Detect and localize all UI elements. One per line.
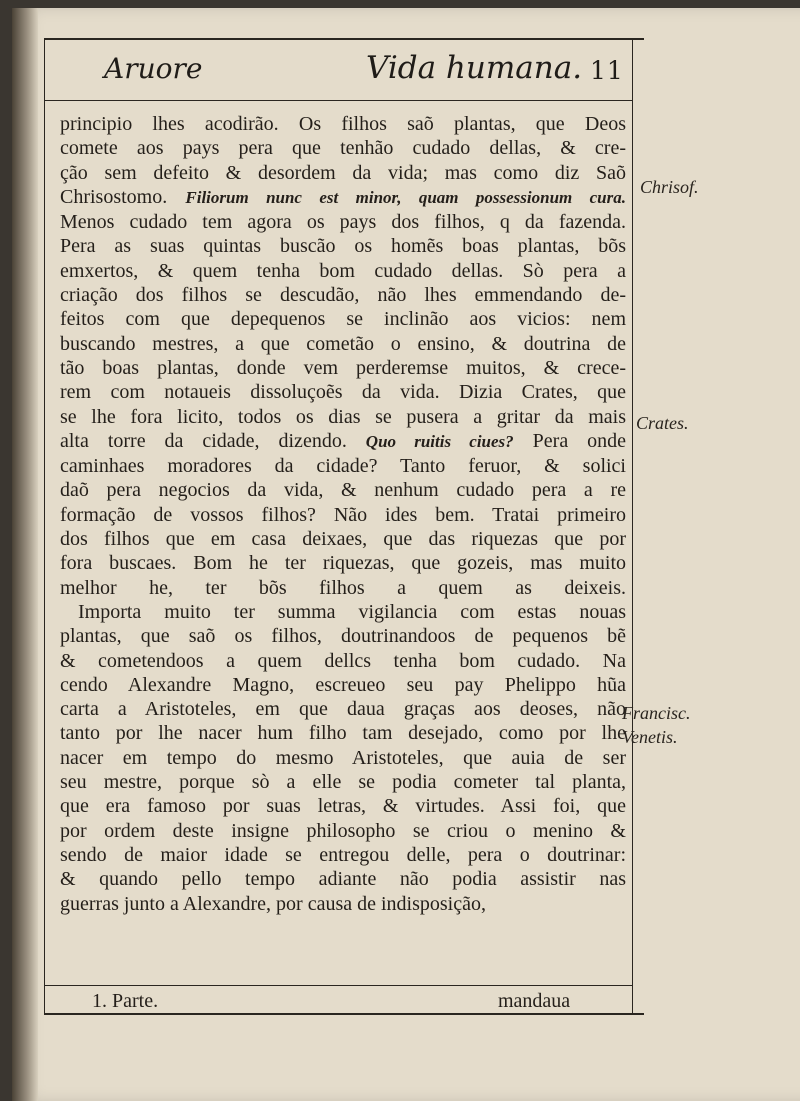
text-line bbox=[60, 892, 626, 916]
text-line bbox=[60, 673, 626, 697]
text-line bbox=[60, 721, 626, 745]
text-line-main: que era famoso por suas letras, & virtudes. Assi foi, que bbox=[60, 795, 626, 818]
text-line bbox=[60, 429, 626, 454]
text-line bbox=[60, 136, 626, 160]
signature-mark: 1. Parte. bbox=[92, 990, 159, 1012]
text-line bbox=[60, 770, 626, 794]
text-line bbox=[60, 819, 626, 843]
text-line-main: fora buscaes. Bom he ter riquezas, que gozeis, mas muito bbox=[60, 552, 626, 575]
text-line-main: guerras junto a Alexandre, por causa de indisposição, bbox=[60, 892, 486, 915]
footer-rule bbox=[44, 985, 632, 986]
text-line bbox=[60, 551, 626, 575]
text-line bbox=[60, 600, 626, 624]
text-line-main: buscando mestres, a que cometão o ensino, & doutrina de bbox=[60, 332, 626, 355]
text-line bbox=[60, 283, 626, 307]
margin-note-francisc: Francisc. bbox=[622, 703, 691, 723]
text-line bbox=[60, 185, 626, 210]
text-line-main: caminhaes moradores da cidade? Tanto feruor, & solici bbox=[60, 455, 626, 478]
running-head-title: Vida humana. bbox=[366, 50, 583, 86]
margin-note-chrisostomo: Chrisof. bbox=[640, 177, 699, 197]
text-line-main: sendo de maior idade se entregou delle, pera o doutrinar: bbox=[60, 843, 626, 866]
text-line-main: carta a Aristoteles, em que daua graças aos deoses, não bbox=[60, 698, 626, 721]
text-line bbox=[60, 867, 626, 891]
text-line bbox=[60, 234, 626, 258]
text-line bbox=[60, 576, 626, 600]
text-line-main: formação de vossos filhos? Não ides bem. Tratai primeiro bbox=[60, 503, 626, 526]
text-line bbox=[60, 843, 626, 867]
text-line-main: feitos com que depequenos se inclinão aos vicios: nem bbox=[60, 308, 626, 331]
text-line-main: seu mestre, porque sò a elle se podia cometer tal planta, bbox=[60, 771, 626, 794]
text-line-main: rem com notaueis dissoluçoẽs da vida. Dizia Crates, que bbox=[60, 381, 626, 404]
page-number: 11 bbox=[590, 56, 624, 85]
text-line bbox=[60, 697, 626, 721]
text-line-main: Chrisostomo. bbox=[60, 185, 168, 208]
text-line-main: Pera as suas quintas buscão os homẽs boas plantas, bõs bbox=[60, 235, 626, 258]
header-rule bbox=[44, 100, 632, 101]
text-line-main: Importa muito ter summa vigilancia com estas nouas bbox=[78, 600, 626, 623]
margin-note-crates: Crates. bbox=[636, 413, 689, 433]
text-line-main: comete aos pays pera que tenhão cudado dellas, & cre- bbox=[60, 137, 626, 160]
text-line bbox=[60, 746, 626, 770]
text-line bbox=[60, 380, 626, 404]
text-line bbox=[60, 624, 626, 648]
text-line bbox=[60, 503, 626, 527]
text-line-main: Menos cudado tem agora os pays dos filhos, q da fazenda. bbox=[60, 211, 626, 234]
text-line-main: & quando pello tempo adiante não podia assistir nas bbox=[60, 868, 626, 891]
text-line bbox=[60, 794, 626, 818]
text-line bbox=[60, 332, 626, 356]
text-line-main: nacer em tempo do mesmo Aristoteles, que auia de ser bbox=[60, 746, 626, 769]
text-line-main: plantas, que saõ os filhos, doutrinandoos de pequenos bẽ bbox=[60, 625, 626, 648]
latin-quote: Quo ruitis ciues? bbox=[365, 431, 514, 451]
text-line-main: daõ pera negocios da vida, & nenhum cudado pera a re bbox=[60, 479, 626, 502]
text-line-main: alta torre da cidade, dizendo. bbox=[60, 429, 347, 452]
text-line bbox=[60, 527, 626, 551]
text-line-main: melhor he, ter bõs filhos a quem as deixeis. bbox=[60, 576, 626, 599]
text-line bbox=[60, 307, 626, 331]
text-line bbox=[60, 649, 626, 673]
frame-bottom-rule bbox=[44, 1013, 644, 1015]
body-text bbox=[60, 112, 626, 916]
text-line bbox=[60, 454, 626, 478]
text-line-tail: Pera onde bbox=[532, 429, 627, 452]
text-line-main: cendo Alexandre Magno, escreueo seu pay Phelippo hũa bbox=[60, 673, 626, 696]
text-line bbox=[60, 112, 626, 136]
text-line-main: tão boas plantas, donde vem perderemse muitos, & crece- bbox=[60, 356, 626, 379]
text-line bbox=[60, 210, 626, 234]
text-line bbox=[60, 478, 626, 502]
text-line-main: ção sem defeito & desordem da vida; mas como diz Saõ bbox=[60, 161, 626, 184]
text-line-main: & cometendoos a quem dellcs tenha bom cudado. Na bbox=[60, 649, 626, 672]
text-line-main: tanto por lhe nacer hum filho tam desejado, como por lhe bbox=[60, 722, 626, 745]
text-line-main: se lhe fora licito, todos os dias se pusera a gritar da mais bbox=[60, 405, 626, 428]
text-line bbox=[60, 405, 626, 429]
frame-left-rule bbox=[44, 38, 45, 1013]
text-line bbox=[60, 259, 626, 283]
catchword: mandaua bbox=[498, 990, 571, 1012]
text-line-main: dos filhos que em casa deixaes, que das riquezas que por bbox=[60, 528, 626, 551]
latin-quote: Filiorum nunc est minor, quam possessionum cura. bbox=[185, 187, 626, 207]
text-line bbox=[60, 161, 626, 185]
text-line-main: principio lhes acodirão. Os filhos saõ plantas, que Deos bbox=[60, 113, 626, 135]
text-line-main: por ordem deste insigne philosopho se criou o menino & bbox=[60, 819, 626, 842]
text-line bbox=[60, 356, 626, 380]
margin-note-venetis: Venetis. bbox=[622, 727, 678, 747]
text-line-main: criação dos filhos se descudão, não lhes emmendando de- bbox=[60, 284, 626, 307]
book-gutter bbox=[12, 8, 38, 1101]
running-head-left: Aruore bbox=[104, 52, 203, 85]
frame-top-rule bbox=[44, 38, 644, 40]
frame-right-rule bbox=[632, 38, 633, 1013]
text-line-main: emxertos, & quem tenha bom cudado dellas. Sò pera a bbox=[60, 259, 626, 282]
